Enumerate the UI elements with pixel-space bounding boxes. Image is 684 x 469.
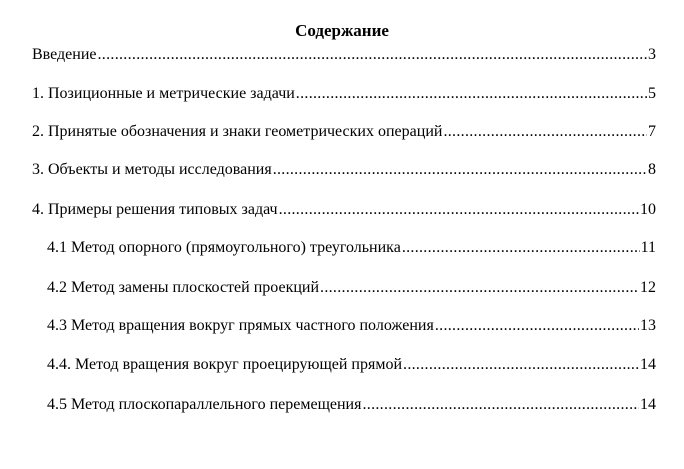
toc-entry-3[interactable] — [32, 159, 656, 181]
toc-entry-4-5[interactable] — [47, 394, 656, 416]
toc-entry-text: 4.4. Метод вращения вокруг проецирующей прямой — [47, 356, 403, 373]
dot-leader — [362, 394, 639, 416]
dot-leader — [279, 199, 639, 221]
toc-entry-text: 2. Принятые обозначения и знаки геометрических операций — [32, 123, 443, 140]
toc-entry-4-2[interactable] — [47, 277, 656, 299]
dot-leader — [98, 44, 648, 66]
toc-entry-page: 7 — [648, 123, 656, 140]
toc-entry-text: Введение — [32, 46, 97, 63]
dot-leader — [402, 237, 640, 259]
dot-leader — [403, 354, 639, 376]
toc-entry-4-4[interactable] — [47, 354, 656, 376]
toc-entry-page: 14 — [640, 356, 656, 373]
toc-entry-page: 5 — [648, 85, 656, 102]
toc-entry-text: 4. Примеры решения типовых задач — [32, 201, 278, 218]
toc-entry-1[interactable] — [32, 83, 656, 105]
toc-entry-page: 3 — [648, 46, 656, 63]
toc-entry-text: 3. Объекты и методы исследования — [32, 161, 272, 178]
toc-entry-page: 10 — [640, 201, 656, 218]
toc-title: Содержание — [295, 21, 389, 40]
toc-entry-page: 12 — [640, 279, 656, 296]
toc-entry-text: 4.5 Метод плоскопараллельного перемещения — [47, 396, 362, 413]
toc-entry-page: 8 — [648, 161, 656, 178]
toc-entry-text: 1. Позиционные и метрические задачи — [32, 85, 295, 102]
toc-entry-page: 13 — [640, 317, 656, 334]
toc-entry-text: 4.2 Метод замены плоскостей проекций — [47, 279, 320, 296]
toc-entry-introduction[interactable] — [32, 44, 656, 66]
toc-entry-4-1[interactable] — [47, 237, 656, 259]
toc-entry-text: 4.3 Метод вращения вокруг прямых частного положения — [47, 317, 434, 334]
dot-leader — [320, 277, 639, 299]
dot-leader — [296, 83, 647, 105]
toc-entry-4-3[interactable] — [47, 315, 656, 337]
toc-entry-page: 14 — [640, 396, 656, 413]
toc-entry-page: 11 — [640, 239, 656, 256]
toc-entry-text: 4.1 Метод опорного (прямоугольного) треугольника — [47, 239, 401, 256]
toc-entry-4[interactable] — [32, 199, 656, 221]
toc-entry-2[interactable] — [32, 121, 656, 143]
dot-leader — [435, 315, 639, 337]
dot-leader — [443, 121, 647, 143]
dot-leader — [273, 159, 647, 181]
